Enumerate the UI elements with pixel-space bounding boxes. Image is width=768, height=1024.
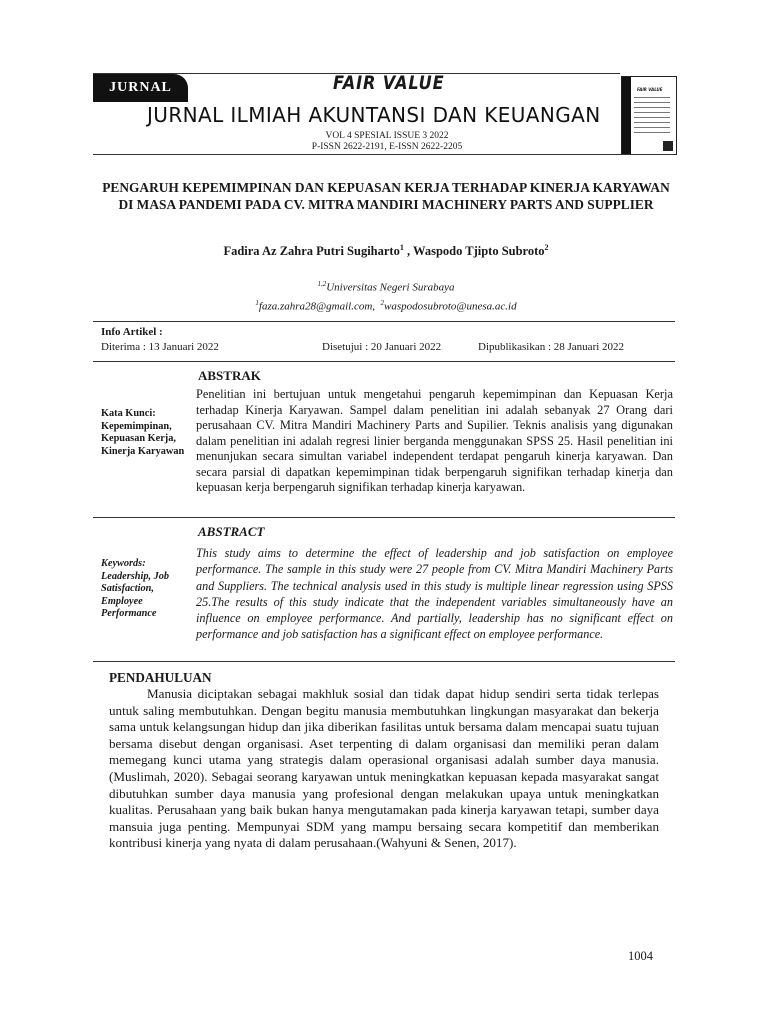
journal-issn: P-ISSN 2622-2191, E-ISSN 2622-2205 xyxy=(311,142,463,152)
page-number: 1004 xyxy=(628,949,653,963)
date-published: Dipublikasikan : 28 Januari 2022 xyxy=(478,341,625,353)
date-received: Diterima : 13 Januari 2022 xyxy=(101,341,219,353)
journal-logo-title: FAIR VALUE xyxy=(333,72,445,94)
abstract-rule xyxy=(93,661,675,662)
section-heading-pendahuluan: PENDAHULUAN xyxy=(109,670,212,685)
keywords-id: Kata Kunci: Kepemimpinan, Kepuasan Kerja, Kinerja Karyawan xyxy=(101,408,185,457)
journal-cover-thumbnail: FAIR VALUE xyxy=(621,76,677,155)
keywords-en: Keywords: Leadership, Job Satisfaction, Employee Performance xyxy=(101,558,170,619)
date-accepted: Disetujui : 20 Januari 2022 xyxy=(322,341,442,353)
author-2: Waspodo Tjipto Subroto xyxy=(413,244,545,259)
author-1: Fadira Az Zahra Putri Sugiharto xyxy=(223,244,400,259)
abstrak-rule xyxy=(93,517,675,518)
email-1: faza.zahra28@gmail.com, xyxy=(258,300,376,313)
info-label: Info Artikel : xyxy=(101,326,163,338)
email-2: waspodosubroto@unesa.ac.id xyxy=(384,300,517,313)
section-body-pendahuluan: Manusia diciptakan sebagai makhluk sosial dan tidak dapat hidup sendiri serta tidak terlepas untuk saling membutuhkan. Dengan begitu manusia membutuhkan lingkungan masyarakat dan bekerja sama untuk kelangsungan hidup dan jika diberikan fasilitas untuk bersama dalam mencapai suatu tujuan bersama disebut dengan organisasi. Aset terpenting di dalam organisasi dan memiliki peran dalam memegang kunci utama yang strategis dalam operasional organisasi adalah sumber daya manusia. (Muslimah, 2020). Sebagai seorang karyawan untuk meningkatkan kepuasan kepada masyarakat sangat dibutuhkan sumber daya manusia yang profesional dengan melakukan upaya untuk meningkatkan kualitas. Perusahaan yang baik bukan hanya mengutamakan pada kinerja karyawan tetapi, sumber daya mansuia juga penting. Mempunyai SDM yang mampu bersaing secara kompetitif dan memberikan kontribusi kinerja yang nyata di dalam perusahaan.(Wahyuni & Senen, 2017). xyxy=(109,686,659,851)
info-top-rule xyxy=(93,321,675,322)
affiliation: Universitas Negeri Surabaya xyxy=(326,281,455,294)
abstrak-heading: ABSTRAK xyxy=(198,368,261,383)
journal-volume: VOL 4 SPESIAL ISSUE 3 2022 xyxy=(325,131,449,141)
journal-name: JURNAL ILMIAH AKUNTANSI DAN KEUANGAN xyxy=(147,103,601,127)
article-title: PENGARUH KEPEMIMPINAN DAN KEPUASAN KERJA TERHADAP KINERJA KARYAWAN DI MASA PANDEMI PADA CV. MITRA MANDIRI MACHINERY PARTS AND SUPPLIER xyxy=(102,180,670,212)
journal-badge: JURNAL xyxy=(93,74,188,102)
header-bottom-rule xyxy=(93,154,675,155)
article-authors: Fadira Az Zahra Putri Sugiharto$^1$ , Waspodo Tjipto Subroto$^2$ xyxy=(223,243,549,259)
abstract-heading: ABSTRACT xyxy=(198,524,265,539)
abstrak-body: Penelitian ini bertujuan untuk mengetahui pengaruh kepemimpinan dan Kepuasan Kerja terhadap Kinerja Karyawan. Sampel dalam penelitian ini adalah sebanyak 27 Orang dari perusahaan CV. Mitra Mandiri Machinery Parts and Supilier. Teknis analisis yang digunakan dalam penelitian ini adalah regresi linier berganda menggunakan SPSS 25. Hasil penelitian ini menunjukan secara simultan variabel independent terdapat pengaruh kinerja karyawan. Dan secara parsial di dapatkan kepemimpinan tidak berpengaruh signifikan terhadap kinerja dan kepuasan kerja berpengaruh signifikan terhadap kinerja karyawan. xyxy=(196,387,673,494)
abstract-body: This study aims to determine the effect of leadership and job satisfaction on employee performance. The sample in this study were 27 people from CV. Mitra Mandiri Machinery Parts and Suppliers. The technical analysis used in this study is multiple linear regression using SPSS 25.The results of this study indicate that the independent variables simultaneously have an influence on employee performance. And partially, leadership has no significant effect on performance and job satisfaction has a significant effect on employee performance. xyxy=(196,546,673,642)
info-bottom-rule xyxy=(93,361,675,362)
author-affiliations: $^{1,2}$Universitas Negeri Surabaya $^1$faza.zahra28@gmail.com, $^2$waspodosubroto@unesa.ac.id xyxy=(255,280,517,313)
